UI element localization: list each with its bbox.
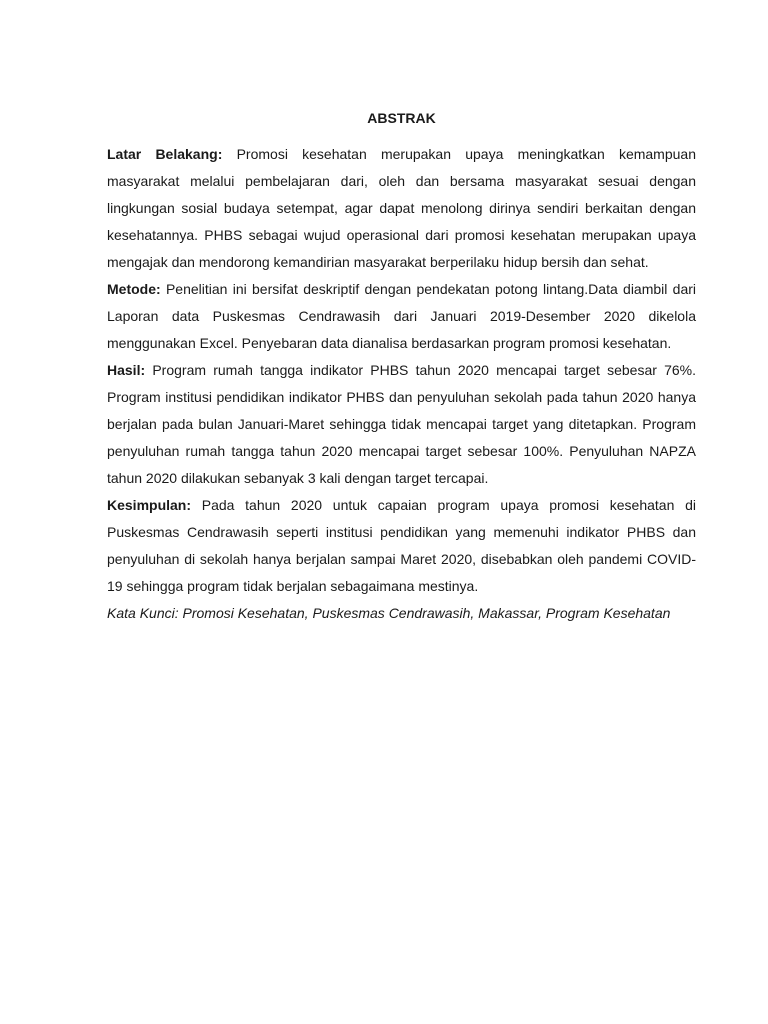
keywords-paragraph: Kata Kunci: Promosi Kesehatan, Puskesmas Cendrawasih, Makassar, Program Kesehatan [107,605,671,621]
background-label: Latar Belakang: [107,146,223,162]
method-paragraph [107,276,696,357]
results-paragraph [107,357,696,492]
background-paragraph [107,141,696,276]
abstract-title: ABSTRAK [367,110,436,126]
method-text: Penelitian ini bersifat deskriptif dengan pendekatan potong lintang.Data diambil dari Laporan data Puskesmas Cendrawasih dari Januari 2019-Desember 2020 dikelola menggunakan Excel. Penyebaran data dianalisa berdasarkan program promosi kesehatan. [107,281,697,351]
results-text: Program rumah tangga indikator PHBS tahun 2020 mencapai target sebesar 76%. Program institusi pendidikan indikator PHBS dan penyuluhan sekolah pada tahun 2020 hanya berjalan pada bulan Januari-Maret sehingga tidak mencapai target yang ditetapkan. Program penyuluhan rumah tangga tahun 2020 mencapai target sebesar 100%. Penyuluhan NAPZA tahun 2020 dilakukan sebanyak 3 kali dengan target tercapai. [107,362,697,486]
method-label: Metode: [107,281,161,297]
conclusion-text: Pada tahun 2020 untuk capaian program upaya promosi kesehatan di Puskesmas Cendrawasih seperti institusi pendidikan yang memenuhi indikator PHBS dan penyuluhan di sekolah hanya berjalan sampai Maret 2020, disebabkan oleh pandemi COVID-19 sehingga program tidak berjalan sebagaimana mestinya. [107,497,697,594]
conclusion-paragraph [107,492,696,600]
background-text: Promosi kesehatan merupakan upaya meningkatkan kemampuan masyarakat melalui pembelajaran dari, oleh dan bersama masyarakat sesuai dengan lingkungan sosial budaya setempat, agar dapat menolong dirinya sendiri berkaitan dengan kesehatannya. PHBS sebagai wujud operasional dari promosi kesehatan merupakan upaya mengajak dan mendorong kemandirian masyarakat berperilaku hidup bersih dan sehat. [107,146,696,270]
abstract-content [107,108,696,627]
results-label: Hasil: [107,362,146,378]
conclusion-label: Kesimpulan: [107,497,192,513]
